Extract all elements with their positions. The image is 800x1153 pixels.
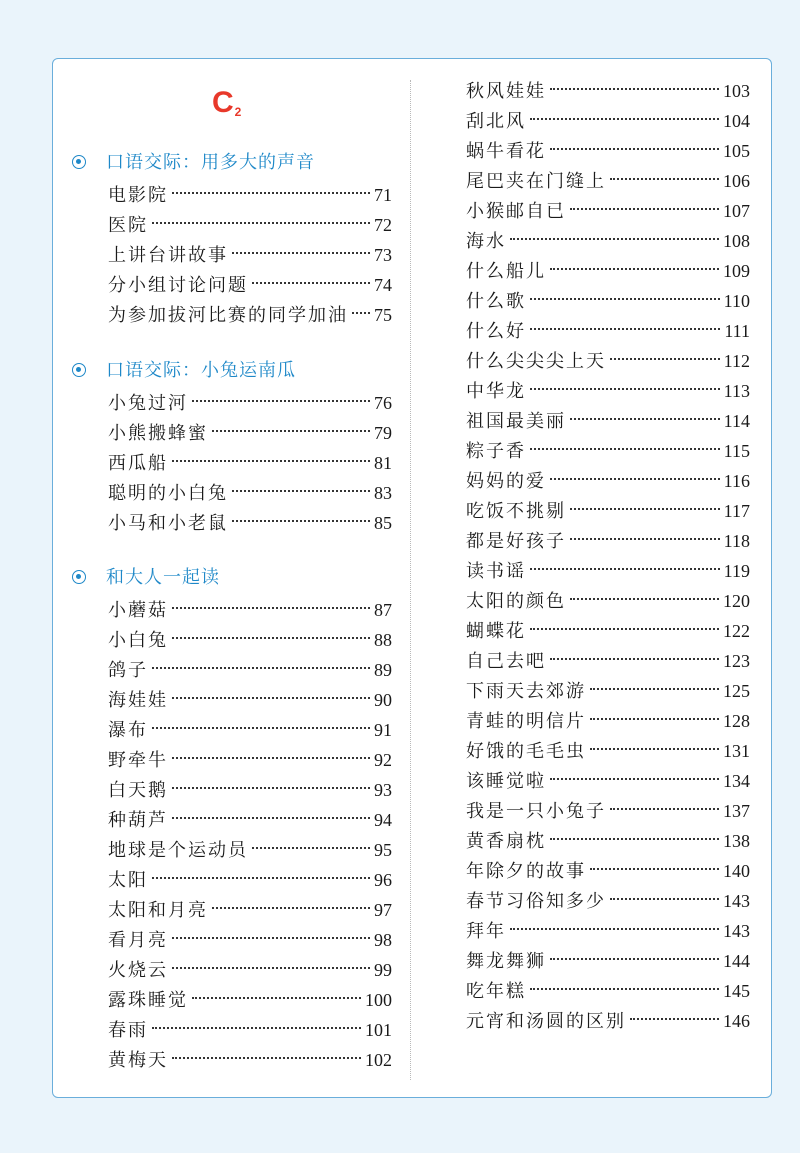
column-divider [410,80,411,1080]
entry-page: 106 [723,171,750,191]
entry-page: 116 [723,471,750,491]
toc-entry[interactable] [108,685,392,715]
entry-title: 鸽子 [108,660,148,681]
toc-entry[interactable] [108,418,392,448]
dot-leader [510,238,719,240]
entry-page: 125 [723,681,750,701]
dot-leader [172,757,370,759]
dot-leader [550,838,719,840]
dot-leader [152,727,370,729]
dot-leader [152,667,370,669]
dot-leader [570,508,720,510]
toc-entry[interactable] [108,655,392,685]
dot-leader [172,637,370,639]
entry-page: 107 [723,201,750,221]
entry-page: 110 [723,291,750,311]
dot-leader [610,358,720,360]
dot-leader [152,1027,361,1029]
entry-title: 什么好 [466,321,526,342]
entry-title: 粽子香 [466,441,526,462]
toc-entry[interactable] [108,1045,392,1075]
toc-entry[interactable] [466,856,750,886]
toc-entry[interactable] [466,286,750,316]
toc-entry[interactable] [108,895,392,925]
entry-page: 76 [374,393,392,413]
entry-page: 85 [374,513,392,533]
toc-entry[interactable] [466,556,750,586]
entry-title: 太阳 [108,870,148,891]
dot-leader [172,967,370,969]
entry-page: 75 [374,305,392,325]
entry-title: 蝴蝶花 [466,621,526,642]
entry-title: 为参加拔河比赛的同学加油 [108,305,348,326]
entry-title: 小马和小老鼠 [108,513,228,534]
entry-page: 79 [374,423,392,443]
dot-leader [152,877,370,879]
entry-title: 小猴邮自已 [466,201,566,222]
entry-page: 114 [723,411,750,431]
entry-page: 138 [723,831,750,851]
dot-leader [590,718,719,720]
toc-entry[interactable] [466,466,750,496]
section-heading [72,148,315,178]
toc-entry[interactable] [466,826,750,856]
entry-page: 123 [723,651,750,671]
dot-leader [172,460,370,462]
circle-bullet-icon [72,570,86,584]
toc-entry[interactable] [466,226,750,256]
entry-page: 143 [723,891,750,911]
entry-page: 103 [723,81,750,101]
section-entries [108,595,392,1075]
entry-title: 什么尖尖尖上天 [466,351,606,372]
entry-title: 野牵牛 [108,750,168,771]
dot-leader [530,628,719,630]
entry-page: 140 [723,861,750,881]
entry-page: 93 [374,780,392,800]
entry-title: 看月亮 [108,930,168,951]
entry-title: 露珠睡觉 [108,990,188,1011]
entry-page: 94 [374,810,392,830]
entry-title: 自己去吧 [466,651,546,672]
entry-page: 74 [374,275,392,295]
entry-title: 年除夕的故事 [466,861,586,882]
dot-leader [172,817,370,819]
entry-page: 119 [723,561,750,581]
entry-page: 122 [723,621,750,641]
entry-title: 黄梅天 [108,1050,168,1071]
entry-title: 地球是个运动员 [108,840,248,861]
entry-page: 104 [723,111,750,131]
entry-page: 90 [374,690,392,710]
entry-page: 131 [723,741,750,761]
dot-leader [212,907,370,909]
toc-entry[interactable] [108,448,392,478]
entry-page: 99 [374,960,392,980]
toc-entry[interactable] [466,946,750,976]
section-heading [72,563,220,593]
entry-title: 电影院 [108,185,168,206]
dot-leader [530,448,720,450]
dot-leader [192,400,370,402]
dot-leader [550,148,719,150]
dot-leader [530,328,720,330]
toc-entry[interactable] [108,715,392,745]
toc-entry[interactable] [466,526,750,556]
dot-leader [570,418,720,420]
entry-page: 128 [723,711,750,731]
circle-bullet-icon [72,363,86,377]
entry-page: 108 [723,231,750,251]
dot-leader [530,988,719,990]
toc-entry[interactable] [466,496,750,526]
logo [212,88,241,127]
entry-title: 什么歌 [466,291,526,312]
entry-title: 什么船儿 [466,261,546,282]
entry-title: 春雨 [108,1020,148,1041]
entry-page: 87 [374,600,392,620]
entry-title: 西瓜船 [108,453,168,474]
entry-title: 祖国最美丽 [466,411,566,432]
toc-entry[interactable] [466,1006,750,1036]
entry-page: 92 [374,750,392,770]
entry-title: 舞龙舞狮 [466,951,546,972]
entry-page: 95 [374,840,392,860]
entry-title: 读书谣 [466,561,526,582]
dot-leader [550,958,719,960]
entry-title: 小兔过河 [108,393,188,414]
dot-leader [252,847,370,849]
entry-title: 海娃娃 [108,690,168,711]
entry-page: 101 [365,1020,392,1040]
toc-entry[interactable] [466,316,750,346]
entry-title: 拜年 [466,921,506,942]
entry-page: 98 [374,930,392,950]
toc-entry[interactable] [108,508,392,538]
entry-title: 都是好孩子 [466,531,566,552]
toc-entry[interactable] [466,796,750,826]
dot-leader [232,252,370,254]
dot-leader [172,697,370,699]
dot-leader [172,937,370,939]
entry-page: 113 [723,381,750,401]
logo-letter: C [212,86,234,119]
toc-entry[interactable] [466,436,750,466]
entry-title: 春节习俗知多少 [466,891,606,912]
toc-entry[interactable] [466,76,750,106]
dot-leader [550,778,719,780]
toc-entry[interactable] [466,106,750,136]
entry-page: 71 [374,185,392,205]
entry-page: 146 [723,1011,750,1031]
entry-title: 小蘑菇 [108,600,168,621]
toc-entry[interactable] [466,676,750,706]
entry-title: 聪明的小白兔 [108,483,228,504]
toc-entry[interactable] [466,346,750,376]
dot-leader [212,430,370,432]
dot-leader [252,282,370,284]
dot-leader [530,388,720,390]
logo-subscript: 2 [234,105,242,119]
toc-entry[interactable] [466,406,750,436]
entry-page: 73 [374,245,392,265]
entry-title: 上讲台讲故事 [108,245,228,266]
toc-entry[interactable] [466,196,750,226]
toc-entry[interactable] [466,616,750,646]
entry-title: 秋风娃娃 [466,81,546,102]
dot-leader [352,312,370,314]
entry-page: 91 [374,720,392,740]
right-column-entries [466,76,750,1036]
entry-title: 尾巴夹在门缝上 [466,171,606,192]
entry-page: 97 [374,900,392,920]
entry-title: 刮北风 [466,111,526,132]
section-entries [108,388,392,538]
section-entries [108,180,392,330]
entry-title: 医院 [108,215,148,236]
entry-title: 吃年糕 [466,981,526,1002]
entry-page: 88 [374,630,392,650]
entry-page: 89 [374,660,392,680]
dot-leader [172,192,370,194]
dot-leader [530,568,720,570]
dot-leader [570,208,719,210]
dot-leader [172,607,370,609]
entry-page: 109 [723,261,750,281]
entry-title: 分小组讨论问题 [108,275,248,296]
entry-page: 112 [723,351,750,371]
dot-leader [610,178,719,180]
entry-page: 137 [723,801,750,821]
toc-entry[interactable] [108,805,392,835]
entry-title: 元宵和汤圆的区别 [466,1011,626,1032]
entry-page: 134 [723,771,750,791]
dot-leader [192,997,361,999]
dot-leader [630,1018,719,1020]
entry-title: 瀑布 [108,720,148,741]
dot-leader [590,868,719,870]
toc-entry[interactable] [466,706,750,736]
entry-page: 143 [723,921,750,941]
dot-leader [530,118,719,120]
section-title: 口语交际：用多大的声音 [106,152,315,173]
entry-page: 118 [723,531,750,551]
toc-entry[interactable] [108,270,392,300]
toc-entry[interactable] [466,646,750,676]
toc-entry[interactable] [108,180,392,210]
toc-entry[interactable] [108,300,392,330]
toc-entry[interactable] [108,625,392,655]
toc-entry[interactable] [466,586,750,616]
toc-entry[interactable] [108,478,392,508]
dot-leader [232,490,370,492]
dot-leader [510,928,719,930]
entry-title: 太阳的颜色 [466,591,566,612]
entry-page: 115 [723,441,750,461]
dot-leader [570,598,719,600]
dot-leader [570,538,720,540]
toc-entry[interactable] [466,916,750,946]
dot-leader [550,658,719,660]
toc-entry[interactable] [108,955,392,985]
entry-title: 妈妈的爱 [466,471,546,492]
entry-title: 火烧云 [108,960,168,981]
entry-title: 种葫芦 [108,810,168,831]
entry-page: 100 [365,990,392,1010]
entry-page: 105 [723,141,750,161]
toc-entry[interactable] [466,736,750,766]
entry-page: 120 [723,591,750,611]
toc-entry[interactable] [466,766,750,796]
toc-entry[interactable] [466,166,750,196]
entry-page: 102 [365,1050,392,1070]
dot-leader [172,787,370,789]
entry-title: 蜗牛看花 [466,141,546,162]
entry-title: 小熊搬蜂蜜 [108,423,208,444]
toc-entry[interactable] [108,865,392,895]
toc-entry[interactable] [108,925,392,955]
entry-title: 白天鹅 [108,780,168,801]
dot-leader [530,298,720,300]
toc-entry[interactable] [108,745,392,775]
toc-entry[interactable] [108,210,392,240]
toc-entry[interactable] [108,1015,392,1045]
entry-title: 下雨天去郊游 [466,681,586,702]
toc-entry[interactable] [466,976,750,1006]
entry-page: 83 [374,483,392,503]
dot-leader [172,1057,361,1059]
entry-title: 吃饭不挑剔 [466,501,566,522]
toc-entry[interactable] [108,595,392,625]
dot-leader [550,478,720,480]
dot-leader [550,88,719,90]
dot-leader [590,688,719,690]
entry-title: 太阳和月亮 [108,900,208,921]
circle-bullet-icon [72,155,86,169]
toc-entry[interactable] [108,985,392,1015]
entry-title: 中华龙 [466,381,526,402]
entry-title: 小白兔 [108,630,168,651]
dot-leader [610,808,719,810]
section-title: 口语交际：小兔运南瓜 [106,360,296,381]
dot-leader [550,268,719,270]
dot-leader [152,222,370,224]
dot-leader [232,520,370,522]
toc-entry[interactable] [108,388,392,418]
toc-entry[interactable] [466,256,750,286]
entry-page: 144 [723,951,750,971]
entry-title: 海水 [466,231,506,252]
entry-page: 117 [723,501,750,521]
entry-page: 81 [374,453,392,473]
entry-page: 145 [723,981,750,1001]
dot-leader [590,748,719,750]
toc-entry[interactable] [108,835,392,865]
dot-leader [610,898,719,900]
entry-title: 该睡觉啦 [466,771,546,792]
toc-entry[interactable] [108,775,392,805]
entry-page: 96 [374,870,392,890]
section-title: 和大人一起读 [106,567,220,588]
entry-page: 72 [374,215,392,235]
entry-title: 我是一只小兔子 [466,801,606,822]
toc-entry[interactable] [466,886,750,916]
toc-entry[interactable] [466,136,750,166]
section-heading [72,356,296,386]
toc-entry[interactable] [108,240,392,270]
toc-entry[interactable] [466,376,750,406]
entry-title: 青蛙的明信片 [466,711,586,732]
entry-title: 黄香扇枕 [466,831,546,852]
entry-page: 111 [724,321,750,341]
entry-title: 好饿的毛毛虫 [466,741,586,762]
